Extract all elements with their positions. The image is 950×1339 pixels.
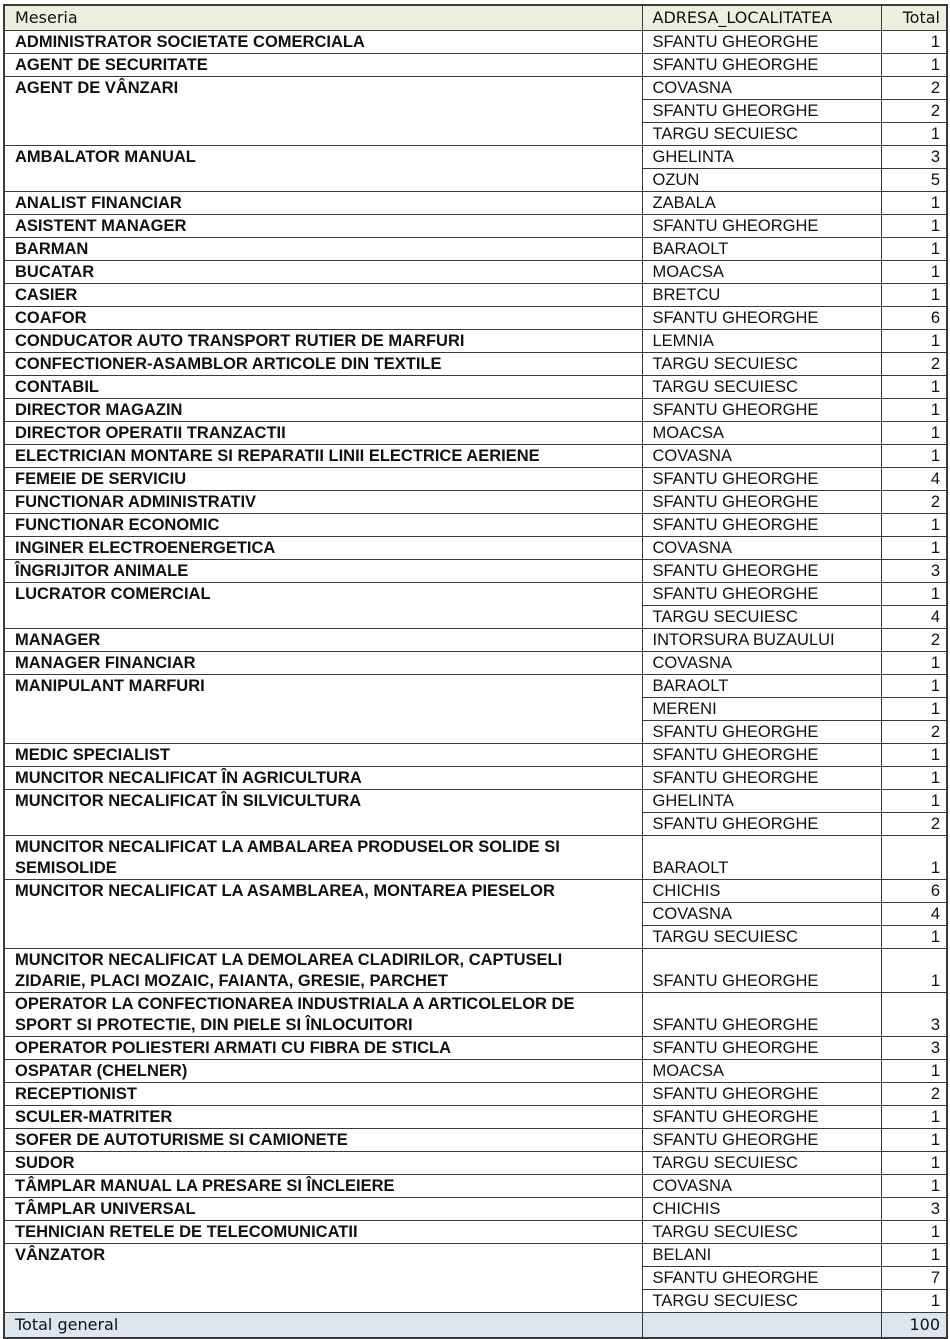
meseria-cell: INGINER ELECTROENERGETICA — [4, 537, 642, 560]
total-cell: 1 — [881, 790, 947, 813]
meseria-cell: DIRECTOR OPERATII TRANZACTII — [4, 422, 642, 445]
meseria-cell: TÂMPLAR UNIVERSAL — [4, 1198, 642, 1221]
localitate-cell: COVASNA — [642, 77, 881, 100]
meseria-cell: CONDUCATOR AUTO TRANSPORT RUTIER DE MARFURI — [4, 330, 642, 353]
localitate-cell: MOACSA — [642, 1060, 881, 1083]
localitate-cell: TARGU SECUIESC — [642, 376, 881, 399]
localitate-cell: GHELINTA — [642, 146, 881, 169]
total-cell: 1 — [881, 1244, 947, 1267]
table-row — [4, 790, 947, 813]
localitate-cell: SFANTU GHEORGHE — [642, 1106, 881, 1129]
pivot-table — [3, 4, 948, 1339]
total-cell: 2 — [881, 491, 947, 514]
localitate-cell: TARGU SECUIESC — [642, 1221, 881, 1244]
total-cell: 4 — [881, 468, 947, 491]
meseria-cell: ANALIST FINANCIAR — [4, 192, 642, 215]
total-general-label: Total general — [4, 1313, 642, 1339]
total-cell: 4 — [881, 606, 947, 629]
total-cell: 2 — [881, 353, 947, 376]
meseria-cell: ÎNGRIJITOR ANIMALE — [4, 560, 642, 583]
localitate-cell: SFANTU GHEORGHE — [642, 813, 881, 836]
localitate-cell: COVASNA — [642, 445, 881, 468]
total-cell: 1 — [881, 583, 947, 606]
header-row — [4, 5, 947, 31]
localitate-cell: COVASNA — [642, 537, 881, 560]
table-row — [4, 1198, 947, 1221]
localitate-cell: SFANTU GHEORGHE — [642, 767, 881, 790]
localitate-cell: SFANTU GHEORGHE — [642, 491, 881, 514]
meseria-cell: FUNCTIONAR ADMINISTRATIV — [4, 491, 642, 514]
localitate-cell: TARGU SECUIESC — [642, 926, 881, 949]
meseria-cell: FEMEIE DE SERVICIU — [4, 468, 642, 491]
table-row — [4, 215, 947, 238]
table-row — [4, 537, 947, 560]
table-row — [4, 675, 947, 698]
meseria-cell: TEHNICIAN RETELE DE TELECOMUNICATII — [4, 1221, 642, 1244]
localitate-cell: SFANTU GHEORGHE — [642, 514, 881, 537]
localitate-cell: CHICHIS — [642, 880, 881, 903]
meseria-cell: MANAGER — [4, 629, 642, 652]
table-row — [4, 422, 947, 445]
localitate-cell: MERENI — [642, 698, 881, 721]
localitate-cell: SFANTU GHEORGHE — [642, 468, 881, 491]
total-general-value: 100 — [881, 1313, 947, 1339]
localitate-cell: SFANTU GHEORGHE — [642, 215, 881, 238]
localitate-cell: COVASNA — [642, 652, 881, 675]
localitate-cell: TARGU SECUIESC — [642, 606, 881, 629]
localitate-cell: SFANTU GHEORGHE — [642, 560, 881, 583]
meseria-cell: BUCATAR — [4, 261, 642, 284]
meseria-cell: DIRECTOR MAGAZIN — [4, 399, 642, 422]
table-row — [4, 514, 947, 537]
localitate-cell: COVASNA — [642, 1175, 881, 1198]
header-total[interactable]: Total — [881, 5, 947, 31]
total-cell: 1 — [881, 1175, 947, 1198]
total-cell: 1 — [881, 422, 947, 445]
localitate-cell: BARAOLT — [642, 836, 881, 880]
total-cell: 4 — [881, 903, 947, 926]
table-row — [4, 399, 947, 422]
localitate-cell: SFANTU GHEORGHE — [642, 54, 881, 77]
localitate-cell: TARGU SECUIESC — [642, 123, 881, 146]
table-row — [4, 192, 947, 215]
localitate-cell: SFANTU GHEORGHE — [642, 1129, 881, 1152]
meseria-cell: ELECTRICIAN MONTARE SI REPARATII LINII ELECTRICE AERIENE — [4, 445, 642, 468]
table-row — [4, 307, 947, 330]
table-row — [4, 560, 947, 583]
total-cell: 1 — [881, 445, 947, 468]
total-cell: 3 — [881, 993, 947, 1037]
table-row — [4, 146, 947, 169]
total-cell: 2 — [881, 77, 947, 100]
localitate-cell: OZUN — [642, 169, 881, 192]
total-cell: 2 — [881, 813, 947, 836]
table-row — [4, 1037, 947, 1060]
table-row — [4, 491, 947, 514]
total-cell: 1 — [881, 1106, 947, 1129]
meseria-cell: CONFECTIONER-ASAMBLOR ARTICOLE DIN TEXTILE — [4, 353, 642, 376]
localitate-cell: TARGU SECUIESC — [642, 1290, 881, 1313]
table-row — [4, 77, 947, 100]
total-cell: 1 — [881, 767, 947, 790]
meseria-cell: AGENT DE SECURITATE — [4, 54, 642, 77]
meseria-cell: TÂMPLAR MANUAL LA PRESARE SI ÎNCLEIERE — [4, 1175, 642, 1198]
meseria-cell: BARMAN — [4, 238, 642, 261]
meseria-cell: SOFER DE AUTOTURISME SI CAMIONETE — [4, 1129, 642, 1152]
localitate-cell: COVASNA — [642, 903, 881, 926]
localitate-cell: SFANTU GHEORGHE — [642, 993, 881, 1037]
table-row — [4, 54, 947, 77]
meseria-cell: LUCRATOR COMERCIAL — [4, 583, 642, 629]
total-cell: 1 — [881, 261, 947, 284]
meseria-cell: MANIPULANT MARFURI — [4, 675, 642, 744]
meseria-cell: MUNCITOR NECALIFICAT LA AMBALAREA PRODUSELOR SOLIDE SI SEMISOLIDE — [4, 836, 642, 880]
localitate-cell: SFANTU GHEORGHE — [642, 399, 881, 422]
total-cell: 1 — [881, 376, 947, 399]
total-cell: 3 — [881, 1198, 947, 1221]
meseria-cell: OPERATOR LA CONFECTIONAREA INDUSTRIALA A ARTICOLELOR DE SPORT SI PROTECTIE, DIN PIELE SI ÎNLOCUITORI — [4, 993, 642, 1037]
table-row — [4, 629, 947, 652]
localitate-cell: SFANTU GHEORGHE — [642, 1037, 881, 1060]
meseria-cell: MUNCITOR NECALIFICAT ÎN AGRICULTURA — [4, 767, 642, 790]
table-row — [4, 1129, 947, 1152]
table-row — [4, 993, 947, 1037]
total-cell: 3 — [881, 1037, 947, 1060]
total-cell: 1 — [881, 836, 947, 880]
total-cell: 1 — [881, 744, 947, 767]
table-row — [4, 1083, 947, 1106]
table-row — [4, 284, 947, 307]
localitate-cell: SFANTU GHEORGHE — [642, 583, 881, 606]
localitate-cell: MOACSA — [642, 261, 881, 284]
table-row — [4, 468, 947, 491]
table-row — [4, 1106, 947, 1129]
localitate-cell: SFANTU GHEORGHE — [642, 307, 881, 330]
table-row — [4, 330, 947, 353]
total-cell: 1 — [881, 284, 947, 307]
total-cell: 1 — [881, 949, 947, 993]
total-cell: 3 — [881, 560, 947, 583]
total-cell: 1 — [881, 1221, 947, 1244]
total-cell: 1 — [881, 399, 947, 422]
table-row — [4, 880, 947, 903]
meseria-cell: COAFOR — [4, 307, 642, 330]
meseria-cell: MEDIC SPECIALIST — [4, 744, 642, 767]
localitate-cell: LEMNIA — [642, 330, 881, 353]
localitate-cell: SFANTU GHEORGHE — [642, 31, 881, 54]
meseria-cell: AGENT DE VÂNZARI — [4, 77, 642, 146]
total-cell: 1 — [881, 330, 947, 353]
localitate-cell: SFANTU GHEORGHE — [642, 1083, 881, 1106]
total-cell: 1 — [881, 537, 947, 560]
localitate-cell: SFANTU GHEORGHE — [642, 100, 881, 123]
total-cell: 1 — [881, 1152, 947, 1175]
total-cell: 6 — [881, 880, 947, 903]
meseria-cell: OSPATAR (CHELNER) — [4, 1060, 642, 1083]
table-row — [4, 353, 947, 376]
total-cell: 1 — [881, 31, 947, 54]
total-cell: 2 — [881, 721, 947, 744]
meseria-cell: FUNCTIONAR ECONOMIC — [4, 514, 642, 537]
total-general-empty — [642, 1313, 881, 1339]
table-row — [4, 1221, 947, 1244]
meseria-cell: MUNCITOR NECALIFICAT LA ASAMBLAREA, MONTAREA PIESELOR — [4, 880, 642, 949]
table-row — [4, 1244, 947, 1267]
total-cell: 7 — [881, 1267, 947, 1290]
total-cell: 1 — [881, 54, 947, 77]
meseria-cell: ASISTENT MANAGER — [4, 215, 642, 238]
localitate-cell: BELANI — [642, 1244, 881, 1267]
total-cell: 1 — [881, 238, 947, 261]
total-general-row — [4, 1313, 947, 1339]
localitate-cell: CHICHIS — [642, 1198, 881, 1221]
table-row — [4, 836, 947, 880]
table-row — [4, 583, 947, 606]
table-row — [4, 1152, 947, 1175]
total-cell: 2 — [881, 1083, 947, 1106]
localitate-cell: BARAOLT — [642, 238, 881, 261]
table-row — [4, 238, 947, 261]
localitate-cell: SFANTU GHEORGHE — [642, 949, 881, 993]
localitate-cell: SFANTU GHEORGHE — [642, 721, 881, 744]
table-row — [4, 652, 947, 675]
table-row — [4, 1175, 947, 1198]
total-cell: 1 — [881, 698, 947, 721]
meseria-cell: RECEPTIONIST — [4, 1083, 642, 1106]
meseria-cell: ADMINISTRATOR SOCIETATE COMERCIALA — [4, 31, 642, 54]
localitate-cell: SFANTU GHEORGHE — [642, 1267, 881, 1290]
localitate-cell: MOACSA — [642, 422, 881, 445]
table-row — [4, 949, 947, 993]
localitate-cell: INTORSURA BUZAULUI — [642, 629, 881, 652]
table-row — [4, 445, 947, 468]
meseria-cell: AMBALATOR MANUAL — [4, 146, 642, 192]
table-row — [4, 767, 947, 790]
header-adresa-localitatea[interactable]: ADRESA_LOCALITATEA — [642, 5, 881, 31]
total-cell: 1 — [881, 1060, 947, 1083]
meseria-cell: SCULER-MATRITER — [4, 1106, 642, 1129]
table-row — [4, 744, 947, 767]
localitate-cell: BARAOLT — [642, 675, 881, 698]
meseria-cell: CONTABIL — [4, 376, 642, 399]
total-cell: 5 — [881, 169, 947, 192]
localitate-cell: BRETCU — [642, 284, 881, 307]
header-meseria[interactable]: Meseria — [4, 5, 642, 31]
table-row — [4, 376, 947, 399]
table-row — [4, 31, 947, 54]
total-cell: 1 — [881, 1290, 947, 1313]
meseria-cell: CASIER — [4, 284, 642, 307]
meseria-cell: OPERATOR POLIESTERI ARMATI CU FIBRA DE STICLA — [4, 1037, 642, 1060]
total-cell: 6 — [881, 307, 947, 330]
table-row — [4, 261, 947, 284]
total-cell: 1 — [881, 926, 947, 949]
localitate-cell: ZABALA — [642, 192, 881, 215]
localitate-cell: SFANTU GHEORGHE — [642, 744, 881, 767]
localitate-cell: GHELINTA — [642, 790, 881, 813]
table-body — [4, 31, 947, 1313]
total-cell: 2 — [881, 629, 947, 652]
total-cell: 1 — [881, 1129, 947, 1152]
total-cell: 1 — [881, 675, 947, 698]
table-row — [4, 1060, 947, 1083]
localitate-cell: TARGU SECUIESC — [642, 1152, 881, 1175]
total-cell: 1 — [881, 514, 947, 537]
total-cell: 1 — [881, 123, 947, 146]
total-cell: 1 — [881, 192, 947, 215]
total-cell: 1 — [881, 652, 947, 675]
meseria-cell: VÂNZATOR — [4, 1244, 642, 1313]
meseria-cell: MUNCITOR NECALIFICAT LA DEMOLAREA CLADIRILOR, CAPTUSELI ZIDARIE, PLACI MOZAIC, FAIANTA, GRESIE, PARCHET — [4, 949, 642, 993]
meseria-cell: MUNCITOR NECALIFICAT ÎN SILVICULTURA — [4, 790, 642, 836]
meseria-cell: MANAGER FINANCIAR — [4, 652, 642, 675]
localitate-cell: TARGU SECUIESC — [642, 353, 881, 376]
total-cell: 3 — [881, 146, 947, 169]
total-cell: 1 — [881, 215, 947, 238]
meseria-cell: SUDOR — [4, 1152, 642, 1175]
total-cell: 2 — [881, 100, 947, 123]
